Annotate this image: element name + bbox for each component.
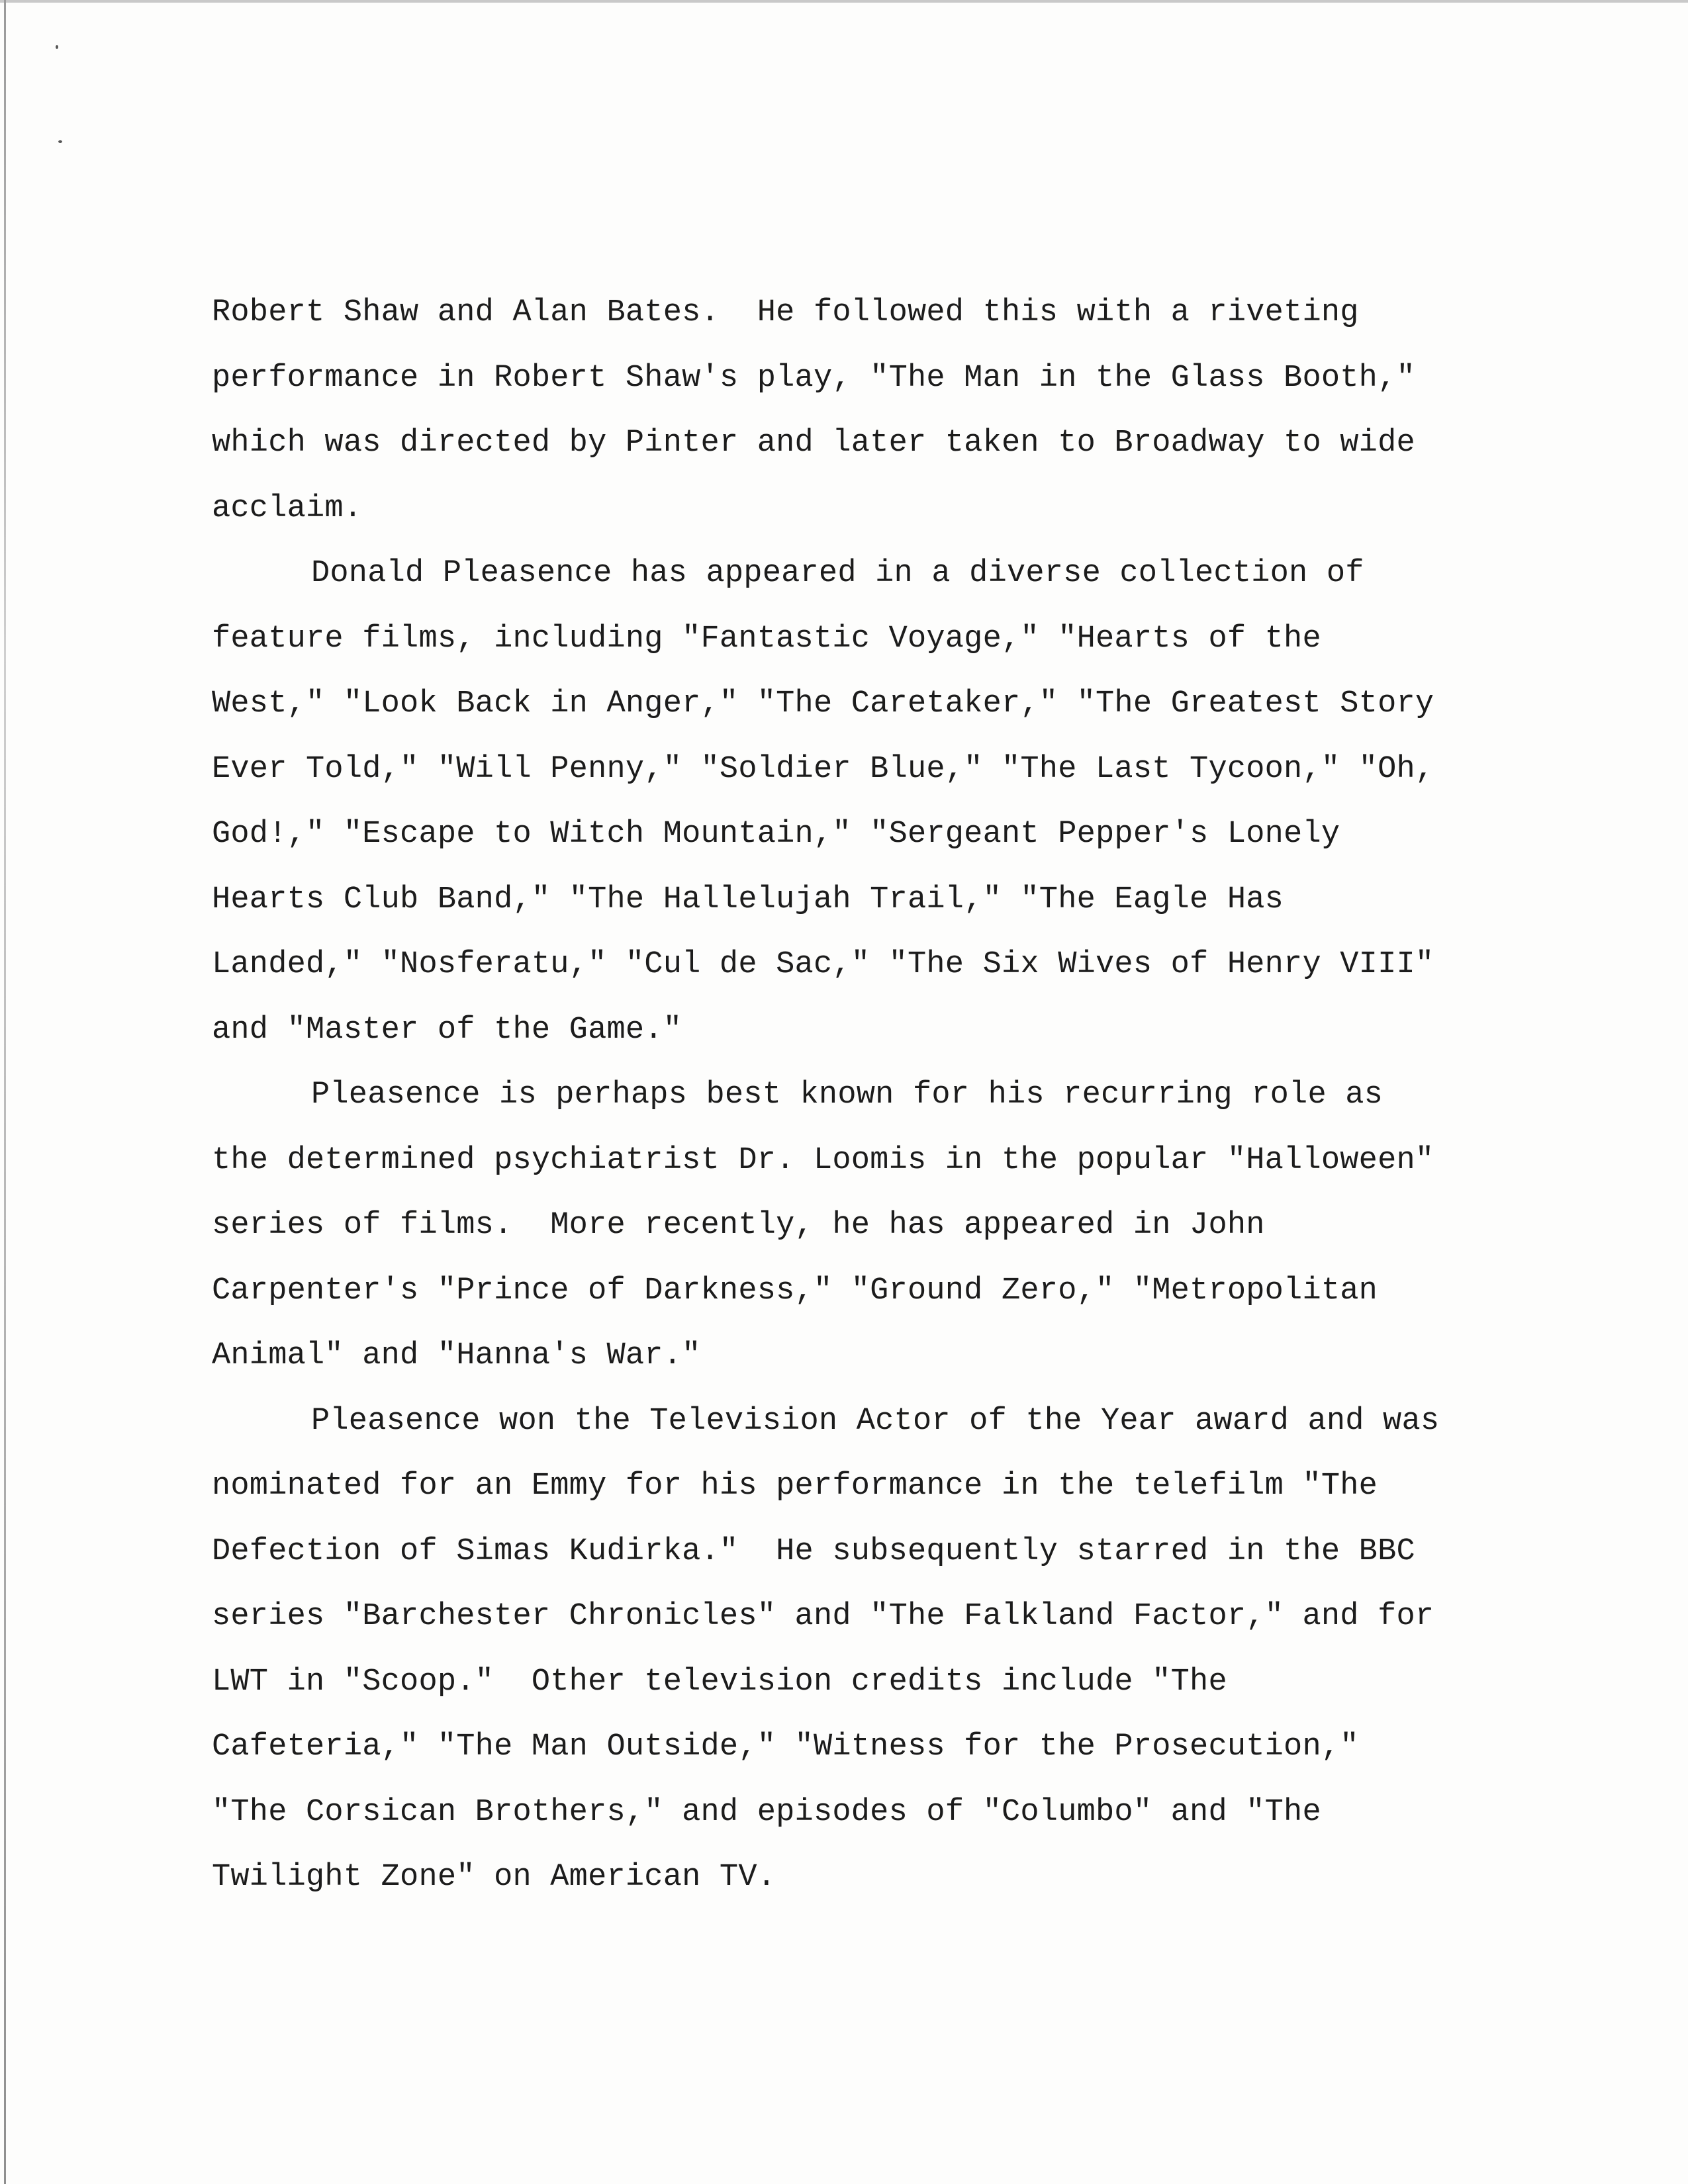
- text-line: Carpenter's "Prince of Darkness," "Ground Zero," "Metropolitan: [212, 1273, 1378, 1308]
- scan-edge-top: [0, 0, 1688, 3]
- text-line: series of films. More recently, he has appeared in John: [212, 1208, 1265, 1243]
- text-line: Defection of Simas Kudirka." He subsequently starred in the BBC: [212, 1533, 1415, 1569]
- text-line: which was directed by Pinter and later taken to Broadway to wide: [212, 426, 1415, 461]
- text-line: Cafeteria," "The Man Outside," "Witness for the Prosecution,": [212, 1729, 1359, 1764]
- text-line: series "Barchester Chronicles" and "The Falkland Factor," and for: [212, 1599, 1434, 1634]
- paragraph-first-line: Pleasence won the Television Actor of the Year award and was: [311, 1403, 1440, 1439]
- paragraph-first-line: Donald Pleasence has appeared in a diverse collection of: [311, 556, 1364, 591]
- text-line: performance in Robert Shaw's play, "The Man in the Glass Booth,": [212, 360, 1415, 396]
- scan-speck: [58, 140, 62, 143]
- text-line: Landed," "Nosferatu," "Cul de Sac," "The Six Wives of Henry VIII": [212, 947, 1434, 982]
- text-line: and "Master of the Game.": [212, 1012, 682, 1048]
- scan-edge-left: [4, 0, 6, 2184]
- text-line: West," "Look Back in Anger," "The Caretaker," "The Greatest Story: [212, 686, 1434, 721]
- text-line: LWT in "Scoop." Other television credits include "The: [212, 1664, 1227, 1700]
- text-line: acclaim.: [212, 490, 363, 526]
- paragraph-first-line: Pleasence is perhaps best known for his recurring role as: [311, 1077, 1383, 1113]
- text-line: Twilight Zone" on American TV.: [212, 1860, 776, 1895]
- text-line: Robert Shaw and Alan Bates. He followed this with a riveting: [212, 295, 1359, 330]
- text-line: the determined psychiatrist Dr. Loomis in the popular "Halloween": [212, 1142, 1434, 1178]
- text-line: feature films, including "Fantastic Voyage," "Hearts of the: [212, 621, 1321, 657]
- typed-body-text: [212, 281, 1523, 1911]
- text-line: Ever Told," "Will Penny," "Soldier Blue," "The Last Tycoon," "Oh,: [212, 751, 1434, 787]
- text-line: Hearts Club Band," "The Hallelujah Trail," "The Eagle Has: [212, 882, 1284, 917]
- text-line: God!," "Escape to Witch Mountain," "Sergeant Pepper's Lonely: [212, 817, 1340, 852]
- text-line: "The Corsican Brothers," and episodes of "Columbo" and "The: [212, 1794, 1321, 1830]
- scan-speck: [56, 45, 58, 49]
- text-line: Animal" and "Hanna's War.": [212, 1338, 701, 1373]
- text-line: nominated for an Emmy for his performance in the telefilm "The: [212, 1469, 1378, 1504]
